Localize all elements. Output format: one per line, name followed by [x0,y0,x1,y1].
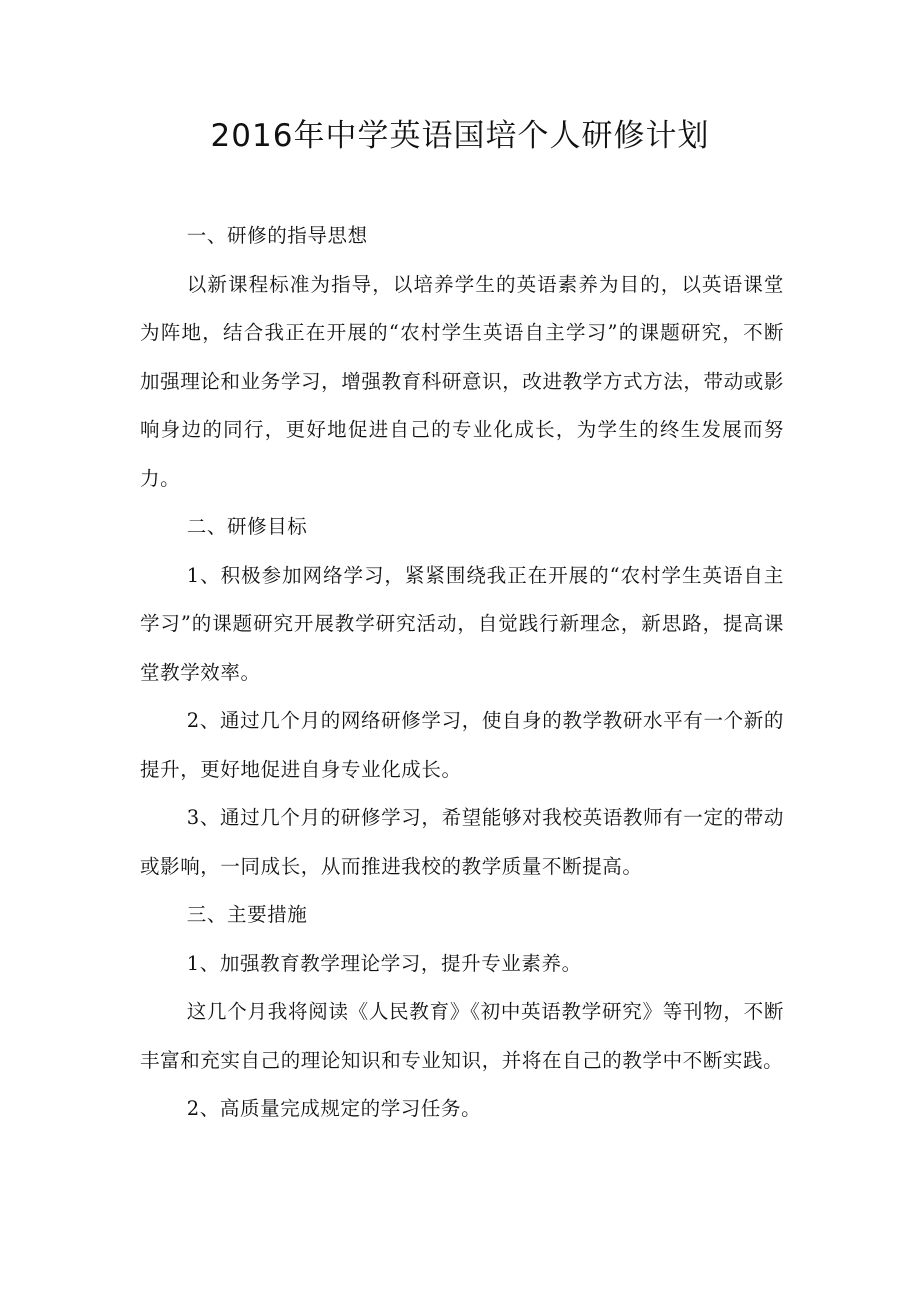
section-heading-measures: 三、主要措施 [186,903,308,926]
measure-item-1: 1、加强教育教学理论学习，提升专业素养。 [186,951,582,975]
measure-item-2: 2、高质量完成规定的学习任务。 [186,1097,482,1120]
goal-item-2: 2、通过几个月的网络研修学习，使自身的教学教研水平有一个新的提升，更好地促进自身专业化成长。 [140,709,784,781]
section-heading-goals: 二、研修目标 [186,515,308,538]
paragraph-guiding-thought: 以新课程标准为指导，以培养学生的英语素养为目的，以英语课堂为阵地，结合我正在开展的“农村学生英语自主学习”的课题研究，不断加强理论和业务学习，增强教育科研意识，改进教学方式方法，带动或影响身边的同行，更好地促进自己的专业化成长，为学生的终生发展而努力。 [140,272,784,490]
goal-item-3: 3、通过几个月的研修学习，希望能够对我校英语教师有一定的带动或影响，一同成长，从而推进我校的教学质量不断提高。 [140,806,784,878]
paragraph-measure-1-detail: 这几个月我将阅读《人民教育》《初中英语教学研究》等刊物，不断丰富和充实自己的理论知识和专业知识，并将在自己的教学中不断实践。 [140,1000,784,1072]
document-body [140,212,784,1134]
section-heading-guiding-thought: 一、研修的指导思想 [186,224,368,247]
document-title: 2016年中学英语国培个人研修计划 [210,118,710,154]
goal-item-1: 1、积极参加网络学习，紧紧围绕我正在开展的“农村学生英语自主学习”的课题研究开展教学研究活动，自觉践行新理念，新思路，提高课堂教学效率。 [140,563,784,684]
